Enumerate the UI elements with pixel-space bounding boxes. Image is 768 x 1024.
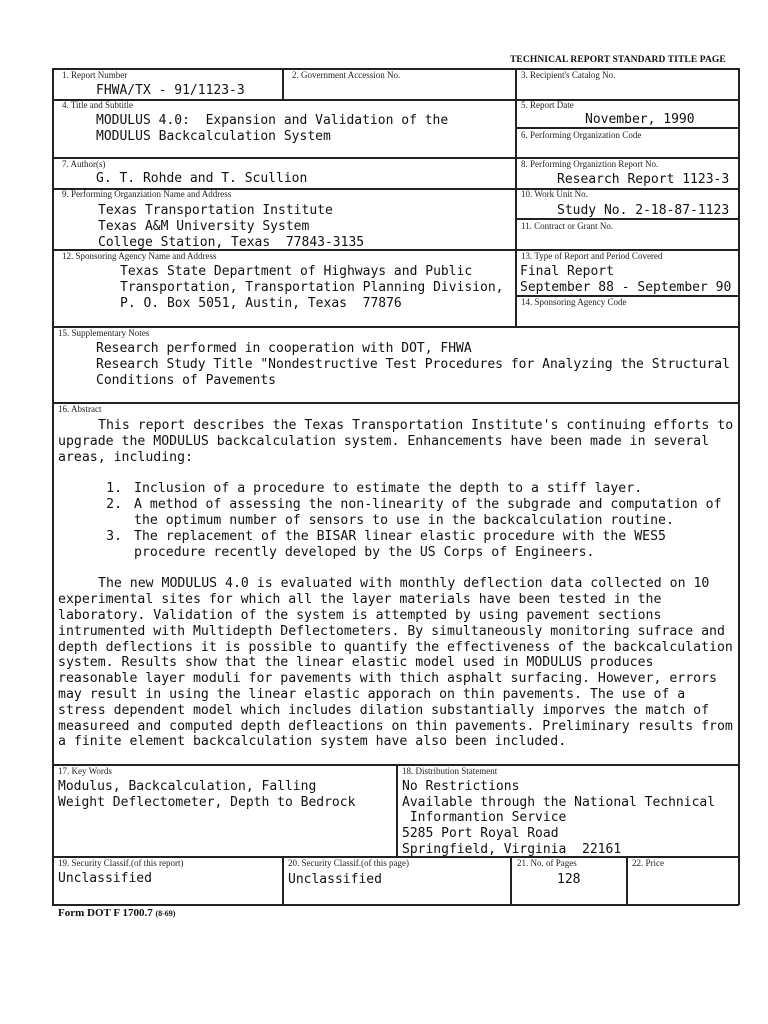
form-identifier [58,907,175,919]
government-accession-label: 2. Government Accession No. [292,70,401,80]
performing-org-report-label: 8. Performing Organiztion Report No. [521,159,659,169]
divider [515,68,517,327]
report-date-value: November, 1990 [585,112,695,127]
supplementary-notes-label: 15. Supplementary Notes [58,328,150,338]
authors-value: G. T. Rohde and T. Scullion [96,171,308,186]
divider [52,99,739,101]
sponsoring-agency-line-2: Transportation, Transportation Planning Division, [120,280,504,295]
supplementary-line-2: Research Study Title "Nondestructive Test Procedures for Analyzing the Structural [96,357,730,372]
contract-grant-label: 11. Contract or Grant No. [521,221,614,231]
divider [282,68,284,100]
performing-org-code-label: 6. Performing Organization Code [521,130,642,140]
price-label: 22. Price [632,858,664,868]
authors-label: 7. Author(s) [62,159,106,169]
report-number-value: FHWA/TX - 91/1123-3 [96,83,245,98]
title-line-1: MODULUS 4.0: Expansion and Validation of the [96,113,449,128]
report-type-label: 13. Type of Report and Period Covered [521,251,663,261]
divider [738,68,740,905]
key-words-line-1: Modulus, Backcalculation, Falling [58,779,317,794]
work-unit-value: Study No. 2-18-87-1123 [557,203,730,218]
form-revision: (8-69) [155,909,176,918]
security-report-value: Unclassified [58,871,152,886]
title-line-2: MODULUS Backcalculation System [96,129,331,144]
number-of-pages-value: 128 [557,872,581,887]
report-type-line-2: September 88 - September 90 [520,280,732,295]
distribution-line-3: Informantion Service [402,810,567,825]
performing-org-line-3: College Station, Texas 77843-3135 [98,235,365,250]
security-page-label: 20. Security Classif.(of this page) [288,858,409,868]
performing-org-report-value: Research Report 1123-3 [557,172,730,187]
sponsoring-agency-line-3: P. O. Box 5051, Austin, Texas 77876 [120,296,402,311]
divider [52,68,54,905]
divider [396,764,398,857]
divider [282,856,284,905]
distribution-line-2: Available through the National Technical [402,795,716,810]
number-of-pages-label: 21. No. of Pages [517,858,577,868]
recipient-catalog-label: 3. Recipient's Catalog No. [521,70,616,80]
security-page-value: Unclassified [288,872,382,887]
security-report-label: 19. Security Classif.(of this report) [58,858,184,868]
performing-org-line-2: Texas A&M University System [98,219,310,234]
title-subtitle-label: 4. Title and Subtitle [62,100,134,110]
distribution-line-5: Springfield, Virginia 22161 [402,842,622,857]
divider [52,402,739,404]
abstract-list-item: 1. Inclusion of a procedure to estimate the depth to a stiff layer. [130,481,738,497]
report-number-label: 1. Report Number [62,70,128,80]
work-unit-label: 10. Work Unit No. [521,189,588,199]
abstract-list [58,481,738,560]
abstract-list-item: 3. The replacement of the BISAR linear elastic procedure with the WES5 procedure recently developed by the US Corps of Engineers. [130,529,738,561]
distribution-label: 18. Distribution Statement [402,766,498,776]
report-type-line-1: Final Report [520,264,614,279]
report-date-label: 5. Report Date [521,100,574,110]
divider [52,904,739,906]
abstract-text [58,418,738,750]
abstract-list-item: 2. A method of assessing the non-linearity of the subgrade and computation of the optimum number of sensors to use in the backcalculation routine. [130,497,738,529]
abstract-label: 16. Abstract [58,404,102,414]
divider [626,856,628,905]
performing-org-line-1: Texas Transportation Institute [98,203,333,218]
sponsoring-agency-line-1: Texas State Department of Highways and Public [120,264,473,279]
performing-org-name-label: 9. Performing Organziation Name and Address [62,189,232,199]
supplementary-line-1: Research performed in cooperation with DOT, FHWA [96,341,472,356]
distribution-line-1: No Restrictions [402,779,520,794]
key-words-line-2: Weight Deflectometer, Depth to Bedrock [58,795,356,810]
page-title: TECHNICAL REPORT STANDARD TITLE PAGE [510,55,726,65]
sponsoring-agency-code-label: 14. Sponsoring Agency Code [521,297,627,307]
divider [510,856,512,905]
distribution-line-4: 5285 Port Royal Road [402,826,559,841]
supplementary-line-3: Conditions of Pavements [96,373,277,388]
sponsoring-agency-label: 12. Sponsoring Agency Name and Address [62,251,217,261]
abstract-intro: This report describes the Texas Transportation Institute's continuing efforts to upgrade the MODULUS backcalculation system. Enhancements have been made in several areas, including: [58,418,734,465]
key-words-label: 17. Key Words [58,766,112,776]
divider [52,326,739,328]
abstract-body: The new MODULUS 4.0 is evaluated with monthly deflection data collected on 10 experimental sites for which all the layer materials have been tested in the laboratory. Validation of the system is attempted by using pavement sections intrumented with Multidepth Deflectometers. By simultaneously monitoring sufrace and depth deflections it is possible to quantify the effectiveness of the backcalculation system. Results show that the linear elastic model used in MODULUS produces reasonable layer moduli for pavements with thich asphalt surfacing. However, errors may result in using the linear elastic apporach on thin pavements. The use of a stress dependent model which includes dilation substantially imporves the match of measureed and computed depth defleactions on thin pavements. Preliminary results from a finite element backcalculation system have also been included. [58,576,733,750]
form-number: Form DOT F 1700.7 [58,907,153,919]
